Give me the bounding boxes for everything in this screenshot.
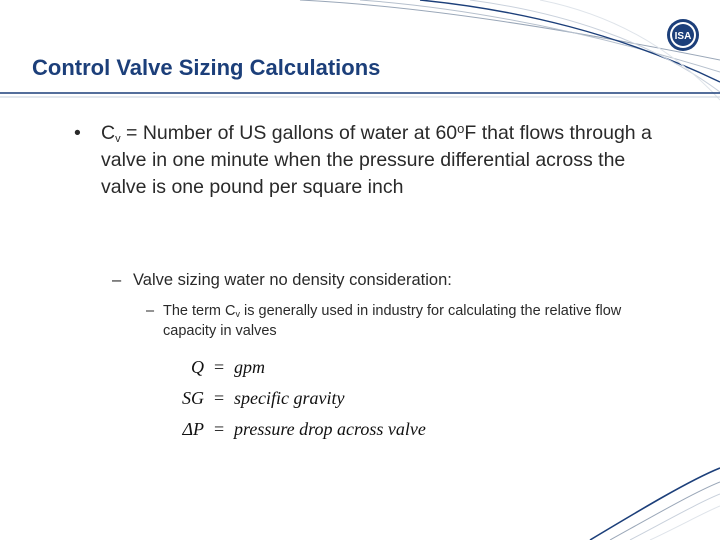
- equation-symbol: Q: [191, 357, 204, 377]
- equation-symbol: SG: [182, 388, 204, 408]
- bullet-marker: –: [146, 303, 155, 319]
- bullet-marker: –: [112, 271, 122, 289]
- equation-row-q: [0, 357, 720, 383]
- bullet-cv-text: $C_v$ = Number of US gallons of water at 60$^o$F that flows through a valve in one minute when the pressure differential across the valve is one pound per square inch: [101, 121, 652, 198]
- equation-operator: =: [214, 419, 225, 439]
- bullet-marker: •: [74, 122, 81, 144]
- svg-text:ISA: ISA: [674, 31, 692, 42]
- equation-row-sg: [0, 388, 720, 414]
- equation-row-dp: [0, 419, 720, 445]
- equation-definition: pressure drop across valve: [234, 419, 426, 439]
- equation-operator: =: [214, 388, 225, 408]
- sub-sub-bullet-text: The term $C_v$ is generally used in industry for calculating the relative flow capacity in valves: [163, 303, 622, 339]
- equation-definition: gpm: [234, 357, 265, 377]
- sub-bullet-water-sizing: [112, 269, 672, 291]
- sub-bullet-text: Valve sizing water no density consideration:: [133, 271, 452, 289]
- isa-logo: [666, 18, 700, 52]
- equation-symbol: ΔP: [182, 419, 204, 439]
- equation-operator: =: [214, 357, 225, 377]
- equation-definition: specific gravity: [234, 388, 345, 408]
- slide-title: Control Valve Sizing Calculations: [32, 55, 381, 80]
- bullet-cv-definition: [74, 120, 654, 201]
- sub-sub-bullet-cv-usage: [146, 301, 666, 341]
